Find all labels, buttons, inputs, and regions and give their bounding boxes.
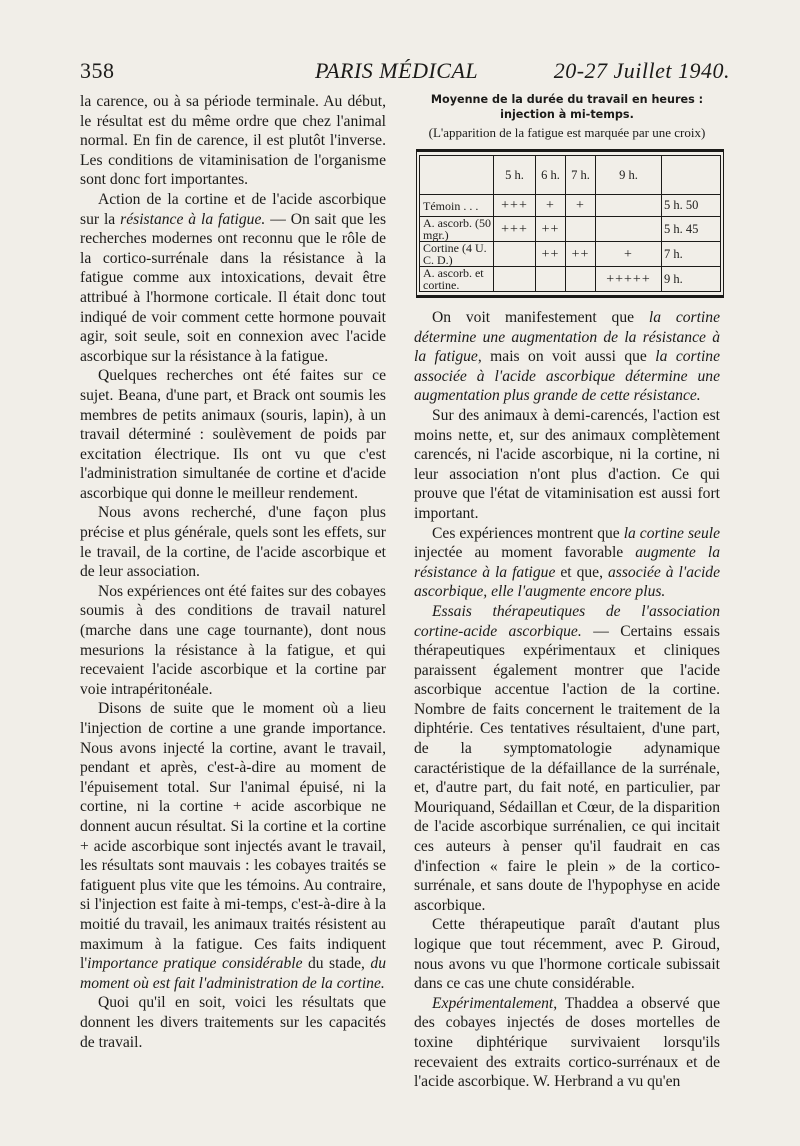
running-head xyxy=(80,58,730,88)
paragraph: On voit manifestement que la cortine détermine une augmentation de la résistance à la fatigue, mais on voit aussi que la cortine associée à l'acide ascorbique détermine une augmentation plus grande de cette résistance. xyxy=(414,309,720,405)
table-cell xyxy=(494,242,536,267)
paragraph: la carence, ou à sa période terminale. Au début, le résultat est du même ordre que chez l'animal normal. En fin de carence, il est plutôt l'inverse. Les conditions de vitaminisation de l'organisme sont donc fort importantes. xyxy=(80,93,386,189)
paragraph: Quelques recherches ont été faites sur ce sujet. Beana, d'une part, et Brack ont soumis les membres de petits animaux (souris, lapin), à un travail déterminé : soulèvement de poids par excitation électrique. Ils ont vu que c'est l'administration simultanée de cortine et d'acide ascorbique qui donne le meilleur rendement. xyxy=(80,367,386,502)
table-subcaption: (L'apparition de la fatigue est marquée par une croix) xyxy=(428,125,706,140)
table-header-cell: 9 h. xyxy=(596,156,662,195)
italic-phrase: importance pratique considérable xyxy=(87,955,303,973)
paragraph: Essais thérapeutiques de l'association cortine-acide ascorbique. — Certains essais thérapeutiques expérimentaux et cliniques paraissent également montrer que l'acide ascorbique accentue l'action de la cortine. Nombre de faits concernent le traitement de la diphtérie. Ces tentatives résultaient, d'une part, de la symptomatologie adynamique caractéristique de la défaillance de la surrénale, et, d'autre part, du fait noté, en particulier, par Mouriquand, Sédaillan et Cœur, de la disparition de l'acide ascorbique surrénalien, ce qui incitait ces auteurs à penser qu'il faudrait en cas d'infection « faire le plein » de la cortico-surrénale, et sans doute de l'hypophyse en acide ascorbique. xyxy=(414,602,720,914)
table-header-cell: 6 h. xyxy=(536,156,566,195)
table-row xyxy=(420,242,721,267)
row-label: A. ascorb. et cortine. xyxy=(420,267,494,292)
row-total: 9 h. xyxy=(662,267,721,292)
left-column xyxy=(80,92,386,1052)
row-label: Témoin . . . xyxy=(420,195,494,217)
row-total: 7 h. xyxy=(662,242,721,267)
italic-phrase: du moment où est fait l'administration de la cortine. xyxy=(80,955,386,992)
results-table xyxy=(419,155,721,292)
table-header-cell xyxy=(420,156,494,195)
table-caption-line: injection à mi-temps. xyxy=(500,108,634,121)
right-column xyxy=(414,92,720,1092)
paragraph: Disons de suite que le moment où a lieu l'injection de cortine a une grande importance. Nous avons injecté la cortine, avant le travail, pendant et après, c'est-à-dire au moment de l'épuisement total. Sur l'animal épuisé, ni la cortine, ni la cortine + acide ascorbique ne donnent aucun résultat. Si la cortine et la cortine + acide ascorbique sont injectés avant le travail, les résultats sont mauvais : les cobayes traités se fatiguent plus vite que les témoins. Au contraire, si l'injection est faite à mi-temps, c'est-à-dire à la moitié du travail, les animaux traités résistent au maximum à la fatigue. Ces faits indiquent l'importance pratique considérable du stade, du moment où est fait l'administration de la cortine. xyxy=(80,700,386,992)
paragraph: Sur des animaux à demi-carencés, l'action est moins nette, et, sur des animaux complètement carencés, ni l'acide ascorbique, ni la cortine, ni leur association n'ont plus d'action. Ce qui prouve que l'état de vitaminisation est aussi fort important. xyxy=(414,406,720,522)
row-total: 5 h. 45 xyxy=(662,217,721,242)
table-cell: ++ xyxy=(536,217,566,242)
table-cell: +++ xyxy=(494,195,536,217)
journal-title: PARIS MÉDICAL xyxy=(315,58,479,83)
table-cell: + xyxy=(536,195,566,217)
table-caption xyxy=(414,92,720,122)
table-cell: + xyxy=(596,242,662,267)
table-cell xyxy=(596,217,662,242)
issue-date: 20-27 Juillet 1940. xyxy=(553,58,730,83)
table-cell xyxy=(566,217,596,242)
paragraph: Cette thérapeutique paraît d'autant plus logique que tout récemment, avec P. Giroud, nous avons vu que l'hormone corticale subissait dans ce cas une chute considérable. xyxy=(414,916,720,993)
table-cell: +++++ xyxy=(596,267,662,292)
page-number: 358 xyxy=(80,58,115,83)
row-label: A. ascorb. (50 mgr.) xyxy=(420,217,494,242)
paragraph: Nos expériences ont été faites sur des cobayes soumis à des conditions de travail naturel (marche dans une cage tournante), dont nous mesurions la résistance à la fatigue, et qui recevaient l'acide ascorbique et la cortine par voie intrapéritonéale. xyxy=(80,582,386,698)
paragraph: Action de la cortine et de l'acide ascorbique sur la résistance à la fatigue. — On sait que les recherches modernes ont reconnu que le rôle de la cortico-surrénale dans la résistance à la fatigue comme aux intoxications, devait être attribué à l'hormone corticale. Il était donc tout indiqué de voir comment cette hormone pouvait agir, soit seule, soit en connexion avec l'acide ascorbique sur la résistance à la fatigue. xyxy=(80,190,387,365)
table-cell: +++ xyxy=(494,217,536,242)
table-row xyxy=(420,217,721,242)
table-cell xyxy=(566,267,596,292)
table-cell: ++ xyxy=(536,242,566,267)
table-row xyxy=(420,267,721,292)
row-label: Cortine (4 U. C. D.) xyxy=(420,242,494,267)
table-cell xyxy=(494,267,536,292)
table-cell: + xyxy=(566,195,596,217)
results-table-frame xyxy=(416,149,724,298)
italic-phrase: résistance à la fatigue. xyxy=(120,210,266,228)
table-cell xyxy=(536,267,566,292)
table-header-cell xyxy=(662,156,721,195)
paragraph: Quoi qu'il en soit, voici les résultats que donnent les divers traitements sur les capacités de travail. xyxy=(80,994,386,1051)
table-row xyxy=(420,195,721,217)
paragraph: Ces expériences montrent que la cortine seule injectée au moment favorable augmente la résistance à la fatigue et que, associée à l'acide ascorbique, elle l'augmente encore plus. xyxy=(414,524,720,601)
table-cell xyxy=(596,195,662,217)
table-cell: ++ xyxy=(566,242,596,267)
table-header-cell: 5 h. xyxy=(494,156,536,195)
row-total: 5 h. 50 xyxy=(662,195,721,217)
table-header-row xyxy=(420,156,721,195)
paragraph: Expérimentalement, Thaddea a observé que des cobayes injectés de doses mortelles de toxine diphtérique survivaient lorsqu'ils recevaient des extraits cortico-surrénaux et de l'acide ascorbique. W. Herbrand a vu qu'en xyxy=(414,994,720,1091)
table-header-cell: 7 h. xyxy=(566,156,596,195)
paragraph: Nous avons recherché, d'une façon plus précise et plus générale, quels sont les effets, sur le travail, de la cortine, de l'acide ascorbique et de leur association. xyxy=(80,504,386,581)
table-caption-line: Moyenne de la durée du travail en heures : xyxy=(430,93,704,106)
